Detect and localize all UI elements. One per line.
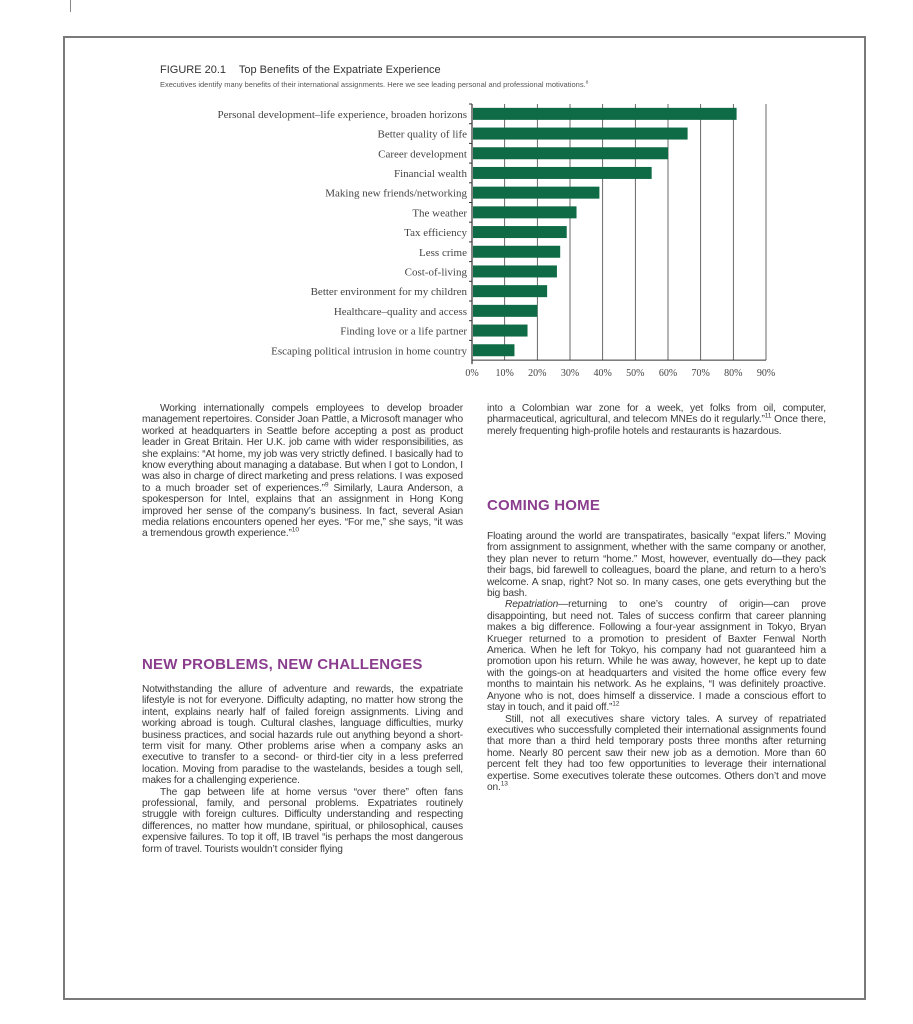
paragraph: The gap between life at home versus “over there” often fans professional, family, and personal problems. Expatriates routinely struggle with foreign cultures. Difficulty understanding and respecting differences, no matter how mundane, spiritual, or philosophical, causes expensive failures. To top it off, IB travel “is perhaps the most dangerous form of travel. Tourists wouldn’t consider flying <box>142 786 463 855</box>
category-label: Cost-of-living <box>404 266 467 279</box>
footnote-ref: 9 <box>324 481 329 489</box>
category-label: Finding love or a life partner <box>340 325 467 338</box>
footnote-ref: 13 <box>500 780 508 788</box>
x-tick-label: 30% <box>560 368 580 380</box>
footnote-ref: 12 <box>612 700 620 708</box>
bar <box>473 206 577 218</box>
bar <box>473 187 599 199</box>
figure-subtitle-text: Executives identify many benefits of their international assignments. Here we see leading personal and professional motivations. <box>160 80 586 89</box>
bar <box>473 167 652 179</box>
x-tick-label: 70% <box>691 368 710 380</box>
x-tick-label: 90% <box>756 368 776 380</box>
x-tick-label: 10% <box>495 368 514 380</box>
category-label: Healthcare–quality and access <box>333 305 467 318</box>
bar <box>473 108 737 120</box>
x-tick-label: 50% <box>626 368 645 380</box>
bar <box>473 285 547 297</box>
paragraph: Repatriation—returning to one’s country of origin—can prove disappointing, but need not. Tales of success confirm that career planning makes a big difference. Following a four-year assignment in Tokyo, Bryan Krueger returned to a promotion to president of Baxter Fenwal North America. When he left for Tokyo, his company had not guaranteed him a promotion upon his return. While he was away, however, he kept up to date with the goings-on at headquarters and visited the home office every few months to maintain his network. As he explains, “I was definitely proactive. Anyone who is not, does himself a disservice. I made a conscious effort to stay in touch, and it paid off.”$^{12}$ <box>487 599 826 714</box>
paragraph: into a Colombian war zone for a week, yet folks from oil, computer, pharmaceutical, agricultural, and telecom MNEs do it regularly.”$^{11}$ Once there, merely frequenting high-profile hotels and restaurants is hazardous. <box>487 403 826 437</box>
category-label: Less crime <box>419 246 467 259</box>
figure-title <box>160 64 441 76</box>
paragraph: Floating around the world are transpatirates, basically “expat lifers.” Moving from assignment to assignment, whether with the same company or another, they plan never to return “home.” Most, however, eventually do—they pack their bags, bid farewell to colleagues, board the plane, and return to a hero’s welcome. A snap, right? Not so. In many cases, one gets everything but the big bash. <box>487 531 826 600</box>
category-label: Financial wealth <box>393 167 467 180</box>
left-column-bottom <box>142 684 463 855</box>
bar <box>473 226 567 238</box>
x-tick-label: 20% <box>528 368 547 380</box>
viewer-edge-mark <box>70 0 71 12</box>
bar <box>473 305 537 317</box>
category-label: Escaping political intrusion in home country <box>271 345 467 358</box>
x-tick-label: 60% <box>658 368 678 380</box>
bar <box>473 246 560 258</box>
bar-chart <box>150 100 790 380</box>
category-label: Tax efficiency <box>404 227 467 240</box>
figure-subtitle <box>160 80 588 89</box>
paragraph: Notwithstanding the allure of adventure and rewards, the expatriate lifestyle is not for everyone. Difficulty adapting, no matter how strong the intent, explains nearly half of failed foreign assignments. Living and working abroad is tough. Cultural clashes, language difficulties, murky business practices, and social hazards rule out anything beyond a short-term visit for many. Other problems arise when a company asks an executive to transfer to a second- or third-tier city in a less preferred location. Moving from paradise to the wastelands, besides a tough sell, makes for a challenging experience. <box>142 684 463 787</box>
category-label: Personal development–life experience, broaden horizons <box>217 108 467 121</box>
bar <box>473 147 668 159</box>
category-label: Career development <box>378 148 467 161</box>
left-column-top <box>142 403 463 540</box>
figure-number: FIGURE 20.1 <box>160 64 227 76</box>
paragraph: Still, not all executives share victory tales. A survey of repatriated executives who successfully completed their international assignments found that more than a third held temporary posts three months after returning home. Nearly 80 percent saw their new job as a demotion. More than 60 percent felt they had too few opportunities to leverage their international expertise. Some executives tolerate these outcomes. Others don’t and move on.$^{13}$ <box>487 713 826 793</box>
footnote-ref: 8 <box>585 80 589 86</box>
paragraph: Working internationally compels employees to develop broader management repertoires. Consider Joan Pattle, a Microsoft manager who worked at headquarters in Seattle before accepting a post as product leader in Great Britain. Her U.K. job came with wider responsibilities, as she explains: “At home, my job was very strictly defined. I basically had to know everything about managing a database. But when I got to London, I was also in charge of direct marketing and press relations. I was exposed to a much broader set of experiences.”$^9$ Similarly, Laura Anderson, a spokesperson for Intel, explains that an assignment in Hong Kong improved her sense of the company’s business. In fact, several Asian media relations encounters opened her eyes. “For me,” she says, “it was a tremendous growth experience.”$^{10}$ <box>142 403 463 540</box>
right-column-top <box>487 403 826 437</box>
bar <box>473 265 557 277</box>
right-column-bottom <box>487 531 826 793</box>
footnote-ref: 10 <box>291 527 299 535</box>
category-label: The weather <box>412 207 467 220</box>
section-heading: COMING HOME <box>487 497 601 514</box>
section-heading: NEW PROBLEMS, NEW CHALLENGES <box>142 656 423 673</box>
bar <box>473 325 528 337</box>
bar <box>473 344 514 356</box>
category-label: Better environment for my children <box>310 286 467 299</box>
x-tick-label: 0% <box>465 368 479 380</box>
category-label: Better quality of life <box>377 128 467 141</box>
x-tick-label: 40% <box>593 368 612 380</box>
category-label: Making new friends/networking <box>325 187 467 200</box>
x-tick-label: 80% <box>724 368 743 380</box>
bar <box>473 128 688 140</box>
figure-title-text: Top Benefits of the Expatriate Experience <box>238 64 441 76</box>
footnote-ref: 11 <box>764 413 772 421</box>
